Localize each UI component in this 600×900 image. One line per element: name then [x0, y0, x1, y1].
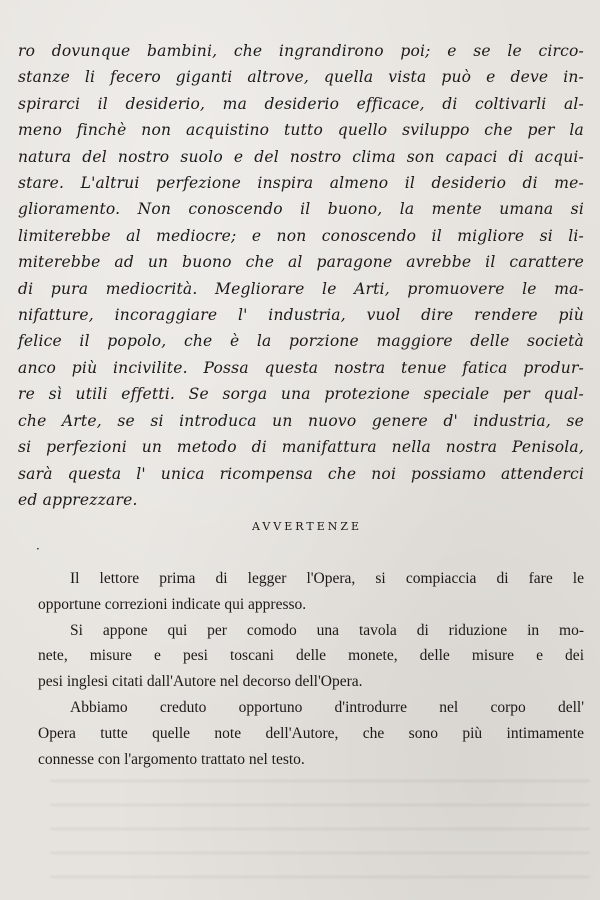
stray-mark: · — [36, 542, 40, 556]
show-through-texture — [50, 780, 590, 900]
paragraph — [38, 566, 584, 618]
text-line: meno finchè non acquistino tutto quello sviluppo che per la — [18, 121, 584, 140]
avvertenze-text — [38, 566, 584, 772]
text-line: natura del nostro suolo e del nostro clima son capaci di acqui- — [18, 147, 584, 166]
text-line: Opera tutte quelle note dell'Autore, che sono più intimamente — [38, 724, 584, 742]
text-line: Il lettore prima di legger l'Opera, si compiaccia di fare le — [70, 570, 584, 587]
text-line: di pura mediocrità. Megliorare le Arti, promuovere le ma- — [18, 279, 584, 298]
text-line: spirarci il desiderio, ma desiderio efficace, di coltivarli al- — [18, 94, 584, 113]
text-line: stanze li fecero giganti altrove, quella vista può e deve in- — [18, 68, 584, 87]
text-line: ed apprezzare. — [18, 490, 138, 509]
text-line: Si appone qui per comodo una tavola di riduzione in mo- — [70, 621, 584, 639]
text-line: si perfezioni un metodo di manifattura nella nostra Penisola, — [18, 438, 584, 457]
text-line: ro dovunque bambini, che ingrandirono poi; e se le circo- — [18, 42, 584, 60]
text-line: limiterebbe al mediocre; e non conoscendo il migliore si li- — [18, 226, 584, 245]
text-line: sarà questa l' unica ricompensa che noi possiamo attenderci — [18, 464, 584, 483]
text-line: Abbiamo creduto opportuno d'introdurre nel corpo dell' — [70, 698, 584, 716]
paragraph — [38, 695, 584, 772]
text-line: opportune correzioni indicate qui appresso. — [38, 595, 307, 613]
text-line: re sì utili effetti. Se sorga una protezione speciale per qual- — [18, 385, 584, 404]
italic-paragraph — [18, 38, 584, 513]
text-line: nifatture, incoraggiare l' industria, vuol dire rendere più — [18, 306, 584, 325]
paragraph — [38, 618, 584, 695]
text-line: connesse con l'argomento trattato nel testo. — [38, 750, 305, 768]
section-heading: AVVERTENZE — [251, 520, 363, 533]
text-line: miterebbe ad un buono che al paragone avrebbe il carattere — [18, 253, 584, 272]
text-line: felice il popolo, che è la porzione maggiore delle società — [18, 332, 584, 351]
text-line: pesi inglesi citati dall'Autore nel decorso dell'Opera. — [38, 673, 363, 691]
text-line: che Arte, se si introduca un nuovo genere d' industria, se — [18, 411, 584, 430]
text-line: nete, misure e pesi toscani delle monete, delle misure e dei — [38, 647, 584, 665]
text-line: stare. L'altrui perfezione inspira almeno il desiderio di me- — [18, 174, 584, 193]
text-line: glioramento. Non conoscendo il buono, la mente umana si — [18, 200, 584, 219]
text-line: anco più incivilite. Possa questa nostra tenue fatica produr- — [18, 358, 584, 377]
